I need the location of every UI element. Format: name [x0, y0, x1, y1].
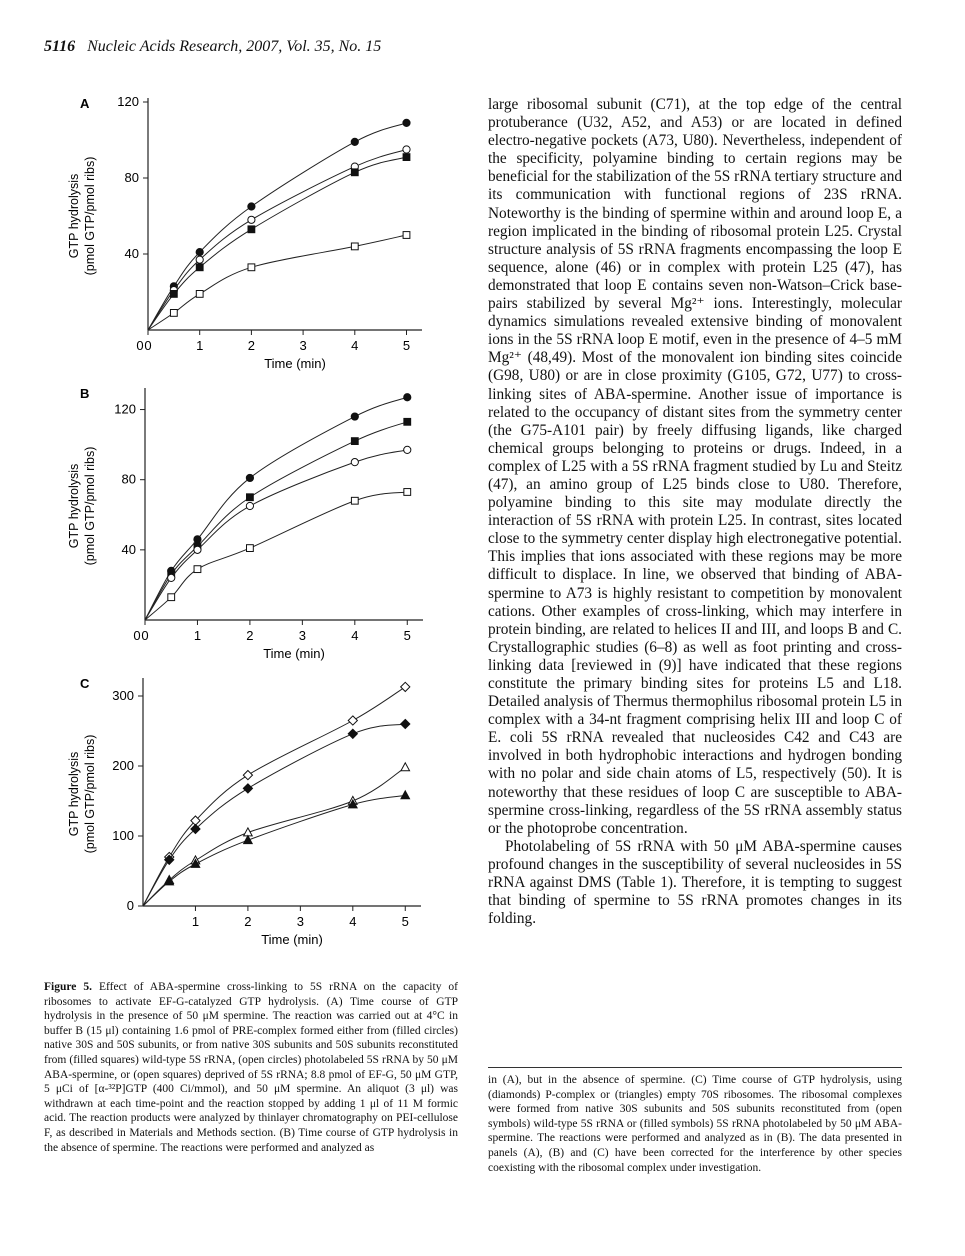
data-point [351, 497, 358, 504]
fit-curve-series-3 [145, 492, 407, 620]
caption-divider [488, 1067, 902, 1068]
data-point [401, 719, 410, 728]
data-point [401, 791, 410, 799]
data-point [351, 243, 358, 250]
origin-label: 0 [133, 628, 141, 643]
fit-curve-series-3 [148, 235, 406, 330]
data-point [196, 291, 203, 298]
data-point [196, 256, 203, 263]
chart-panel-a [30, 90, 470, 380]
data-point [196, 264, 203, 271]
page-number: 5116 [44, 38, 76, 55]
x-tick-label: 3 [299, 338, 307, 353]
x-tick-label: 2 [247, 338, 256, 353]
fit-curve-series-0 [145, 397, 407, 620]
fit-curve-series-3 [143, 795, 405, 906]
y-tick-label: 120 [114, 401, 136, 417]
fit-curve-series-0 [148, 123, 406, 330]
body-text [488, 96, 902, 928]
x-axis-label: Time (min) [264, 356, 326, 371]
data-point [168, 574, 175, 581]
panel-label: C [80, 676, 90, 691]
data-point [401, 763, 410, 771]
data-point [248, 216, 255, 223]
data-point [351, 413, 358, 420]
x-tick-label: 0 [141, 628, 149, 643]
x-tick-label: 4 [351, 628, 359, 643]
data-point [348, 716, 357, 725]
y-axis-label: GTP hydrolysis [67, 751, 81, 837]
figure-5 [30, 90, 470, 970]
caption-text-left: Effect of ABA-spermine cross-linking to 5S rRNA on the capacity of ribosomes to activate EF-G-catalyzed GTP hydrolysis. (A) Time course of GTP hydrolysis in the presence of 50 μM spermine. The reaction was carried out at 4°C in buffer B (15 μl) containing 1.6 pmol of PRE-complex formed either from (filled circles) native 30S and 50S subunits, or from native 30S subunits and 50S subunits reconstituted from (filled squares) wild-type 5S rRNA, (open circles) photolabeled 5S rRNA by 50 μM ABA-spermine, or (open squares) deprived of 5S rRNA; 8.8 pmol of EF-G, 50 μM GTP, 5 μCi of [α-³²P]GTP (400 Ci/mmol), and 50 μM spermine. An aliquot (3 μl) was withdrawn at each time-point and the reaction stopped by adding 1 μl of 11 M formic acid. The reaction products were analyzed by thinlayer chromatography on PEI-cellulose F, as described in Materials and Methods section. (B) Time course of GTP hydrolysis in the absence of spermine. The reactions were performed and analyzed as [44, 981, 459, 1154]
body-paragraph-1: large ribosomal subunit (C71), at the top edge of the central protuberance (U32, A52, and A53) or are located in defined electro-negative pockets (A73, U80). Nevertheless, independent of the specificity, polyamine binding to certain regions may be beneficial for the stabilization of the 5S rRNA tertiary structure and its communication with functional regions of 23S rRNA. Noteworthy is the binding of spermine within and around loop E, a region implicated in the binding of ribosomal protein L25. Crystal structure analysis of 5S rRNA fragments encompassing the loop E sequence, alone (46) or in complex with protein L25 (47), has demonstrated that loop E contains seven non-Watson–Crick base-pairs stabilized by several Mg²⁺ ions. Interestingly, molecular dynamics simulations revealed extensive binding of monovalent ions in the 5S rRNA loop E motif, even in the presence of 4–5 mM Mg²⁺ (48,49). Most of the monovalent ion binding sites coincide (G98, U80) or are in close proximity (G105, G72, U77) to cross-linking sites of ABA-spermine. Another issue of importance is related to the occupancy of distant sites from the symmetry center (the G75-A101 pair) by freely diffusing ligands, like charged chemical groups belonging to proteins or drugs. Indeed, in a complex of L25 with a 5S rRNA fragment studied by Lu and Steitz (47), an amino group of L25 binds close to U80. Therefore, polyamine binding to this site may modulate directly the interaction of 5S rRNA with protein L25. In contrast, sites located close to the symmetry center display high electronegative potential. This implies that ions associated with these regions may be more difficult to displace. In line, we observed that binding of ABA-spermine to A73 is highly resistant to competition by monovalent cations. Other examples of cross-linking, which may interfere in protein binding, are related to helices II and III, and loops B and C. Crystallographic studies (6–8) as well as foot printing and cross-linking data [reviewed in (9)] have indicated that these regions constitute the primary binding sites for proteins L5 and L18. Detailed analysis of Thermus thermophilus ribosomal protein L5 in complex with a 34-nt fragment comprising helix III and loop C of E. coli 5S rRNA revealed that nucleosides C42 and C43 are involved in both hydrophobic interactions and hydrogen bonding with no polar and side chain atoms of L5, respectively (50). It is noteworthy that these residues of loop C are susceptible to ABA-spermine cross-linking, regardless of the 5S rRNA assembly status or the photoprobe concentration. [488, 96, 902, 837]
data-point [247, 545, 254, 552]
chart-panel-c [30, 670, 470, 970]
running-header [44, 38, 381, 56]
data-point [403, 154, 410, 161]
y-axis-label: GTP hydrolysis [67, 463, 81, 549]
y-axis-label: GTP hydrolysis [67, 173, 81, 259]
figure-caption-right [488, 1073, 902, 1175]
data-point [194, 536, 201, 543]
data-point [404, 446, 411, 453]
data-point [404, 394, 411, 401]
x-tick-label: 4 [349, 914, 357, 929]
data-point [403, 146, 410, 153]
y-tick-label: 40 [121, 541, 136, 557]
data-point [248, 203, 255, 210]
y-tick-label: 40 [124, 246, 139, 261]
data-point [170, 310, 177, 317]
y-axis-label-units: (pmol GTP/pmol ribs) [83, 446, 97, 566]
data-point [246, 474, 253, 481]
caption-text-right: in (A), but in the absence of spermine. (C) Time course of GTP hydrolysis, using (diamonds) P-complex or (triangles) empty 70S ribosomes. The ribosomal complexes were formed from native 30S subunits and 50S subunits reconstituted from (open symbols) wild-type 5S rRNA or (filled symbols) 5S rRNA photolabeled by 50 μM ABA-spermine. The reactions were performed and analyzed as in (B). The data presented in panels (A), (B) and (C) have been corrected for the interference by other species coexisting with the ribosomal complex under investigation. [488, 1074, 902, 1174]
data-point [246, 502, 253, 509]
x-tick-label: 5 [403, 628, 411, 643]
panel-label: B [80, 386, 90, 401]
x-tick-label: 5 [401, 914, 409, 929]
x-tick-label: 1 [191, 914, 200, 929]
y-tick-label: 80 [124, 170, 139, 185]
x-tick-label: 0 [144, 338, 152, 353]
journal-citation: Nucleic Acids Research, 2007, Vol. 35, No. 15 [87, 38, 382, 55]
data-point [403, 232, 410, 239]
body-paragraph-2: Photolabeling of 5S rRNA with 50 μM ABA-spermine causes profound changes in the susceptibility of several nucleosides in 5S rRNA against DMS (Table 1). Therefore, it is tempting to suggest that binding of spermine to 5S rRNA promotes changes in its folding. [488, 837, 902, 928]
x-tick-label: 1 [196, 338, 204, 353]
data-point [404, 489, 411, 496]
origin-label: 0 [136, 338, 144, 353]
data-point [351, 438, 358, 445]
data-point [247, 494, 254, 501]
data-point [348, 729, 357, 738]
data-point [168, 594, 175, 601]
figure-caption-left [44, 980, 458, 1155]
fit-curve-series-1 [145, 422, 407, 620]
y-axis-label-units: (pmol GTP/pmol ribs) [83, 734, 97, 854]
x-tick-label: 2 [244, 914, 252, 929]
panel-label: A [80, 96, 90, 111]
fit-curve-series-1 [143, 724, 405, 906]
x-tick-label: 4 [351, 338, 359, 353]
data-point [243, 771, 252, 780]
data-point [170, 291, 177, 298]
x-axis-label: Time (min) [261, 932, 323, 947]
x-tick-label: 3 [298, 628, 306, 643]
data-point [404, 418, 411, 425]
fit-curve-series-0 [143, 687, 405, 906]
data-point [196, 249, 203, 256]
data-point [243, 784, 252, 793]
y-tick-label: 120 [117, 94, 139, 109]
data-point [351, 138, 358, 145]
y-tick-label: 80 [121, 471, 136, 487]
data-point [248, 226, 255, 233]
y-tick-label: 300 [112, 688, 134, 703]
data-point [194, 546, 201, 553]
x-tick-label: 2 [246, 628, 254, 643]
x-tick-label: 3 [296, 914, 304, 929]
data-point [351, 459, 358, 466]
y-axis-label-units: (pmol GTP/pmol ribs) [83, 156, 97, 276]
x-axis-label: Time (min) [263, 646, 325, 661]
y-tick-label: 100 [112, 828, 134, 843]
fit-curve-series-2 [145, 450, 407, 620]
chart-panel-b [30, 380, 470, 670]
y-tick-label: 0 [126, 898, 134, 913]
data-point [401, 682, 410, 691]
x-tick-label: 1 [193, 628, 202, 643]
data-point [248, 264, 255, 271]
data-point [194, 566, 201, 573]
caption-label: Figure 5. [44, 981, 92, 993]
data-point [403, 119, 410, 126]
x-tick-label: 5 [402, 338, 411, 353]
data-point [351, 169, 358, 176]
y-tick-label: 200 [112, 758, 134, 773]
